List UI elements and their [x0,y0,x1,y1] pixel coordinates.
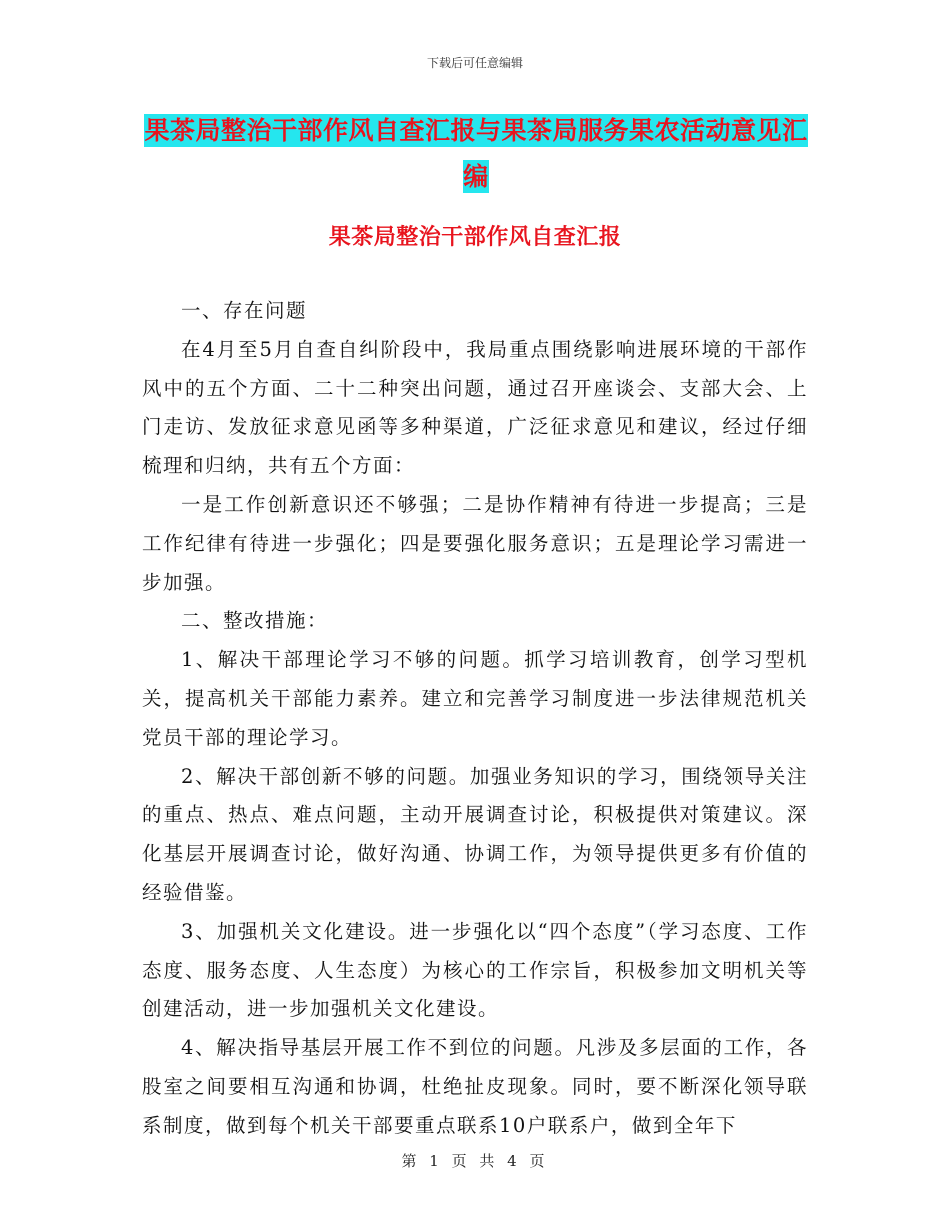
paragraph: 二、整改措施： [181,609,329,633]
body-text [142,292,808,1146]
page-number: 第 1 页 共 4 页 [401,1152,549,1170]
section-title: 果茶局整治干部作风自查汇报 [328,225,622,250]
paragraph: 1、解决干部理论学习不够的问题。抓学习培训教育，创学习型机关，提高机关干部能力素养。建立和完善学习制度进一步法律规范机关党员干部的理论学习。 [142,648,808,749]
paragraph: 在4月至5月自查自纠阶段中，我局重点围绕影响进展环境的干部作风中的五个方面、二十二种突出问题，通过召开座谈会、支部大会、上门走访、发放征求意见函等多种渠道，广泛征求意见和建议，经过仔细梳理和归纳，共有五个方面： [142,337,808,478]
main-title-text: 果茶局整治干部作风自查汇报与果茶局服务果农活动意见汇编 [144,116,808,191]
paragraph: 3、加强机关文化建设。进一步强化以“四个态度”（学习态度、工作态度、服务态度、人生态度）为核心的工作宗旨，积极参加文明机关等创建活动，进一步加强机关文化建设。 [142,919,808,1021]
paragraph: 2、解决干部创新不够的问题。加强业务知识的学习，围绕领导关注的重点、热点、难点问题，主动开展调查讨论，积极提供对策建议。深化基层开展调查讨论，做好沟通、协调工作，为领导提供更多有价值的经验借鉴。 [142,764,808,904]
paragraph: 一是工作创新意识还不够强；二是协作精神有待进一步提高；三是工作纪律有待进一步强化；四是要强化服务意识；五是理论学习需进一步加强。 [142,492,808,594]
header-note: 下载后可任意编辑 [426,56,523,70]
main-title [142,108,810,200]
paragraph: 4、解决指导基层开展工作不到位的问题。凡涉及多层面的工作，各股室之间要相互沟通和协调，杜绝扯皮现象。同时，要不断深化领导联系制度，做到每个机关干部要重点联系10户联系户，做到全年下 [142,1036,808,1137]
paragraph: 一、存在问题 [181,299,308,322]
